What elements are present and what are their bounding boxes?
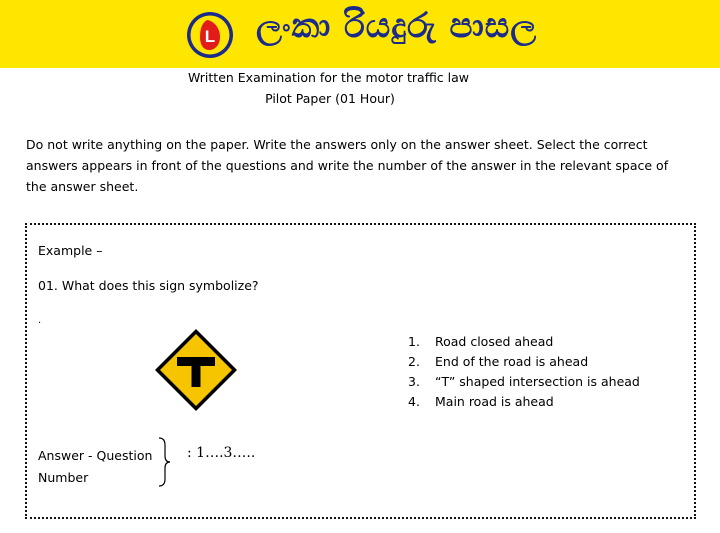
answer-value: : 1….3…..: [187, 445, 256, 461]
document-title: Written Examination for the motor traffic law: [187, 70, 470, 85]
t-intersection-sign-icon: [153, 327, 239, 413]
stray-dot: .: [38, 315, 42, 326]
option-number: 3.: [408, 374, 420, 389]
example-label: Example –: [38, 243, 103, 258]
header-banner: [0, 0, 720, 68]
option-number: 1.: [408, 334, 420, 349]
option-number: 2.: [408, 354, 420, 369]
option-item: [408, 332, 640, 352]
answer-label: Answer - Question Number: [38, 448, 153, 485]
option-number: 4.: [408, 394, 420, 409]
document-subtitle: Pilot Paper (01 Hour): [265, 91, 395, 106]
option-item: [408, 352, 640, 372]
school-logo: [186, 11, 234, 59]
answer-options: [408, 332, 640, 412]
instructions-text: Do not write anything on the paper. Write the answers only on the answer sheet. Select the correct answers appears in front of the questions and write the number of the answer in the relevant space of the answer sheet.: [26, 137, 669, 194]
question-text: 01. What does this sign symbolize?: [38, 278, 259, 293]
logo-letter: L: [204, 27, 216, 46]
option-text: Road closed ahead: [435, 334, 554, 349]
brand-title: ලංකා රියදුරු පාසල: [256, 6, 538, 46]
example-box: [25, 223, 696, 519]
option-text: Main road is ahead: [435, 394, 554, 409]
option-text: “T” shaped intersection is ahead: [435, 374, 640, 389]
option-text: End of the road is ahead: [435, 354, 589, 369]
option-item: [408, 372, 640, 392]
option-item: [408, 392, 640, 412]
right-brace-icon: [157, 437, 171, 487]
